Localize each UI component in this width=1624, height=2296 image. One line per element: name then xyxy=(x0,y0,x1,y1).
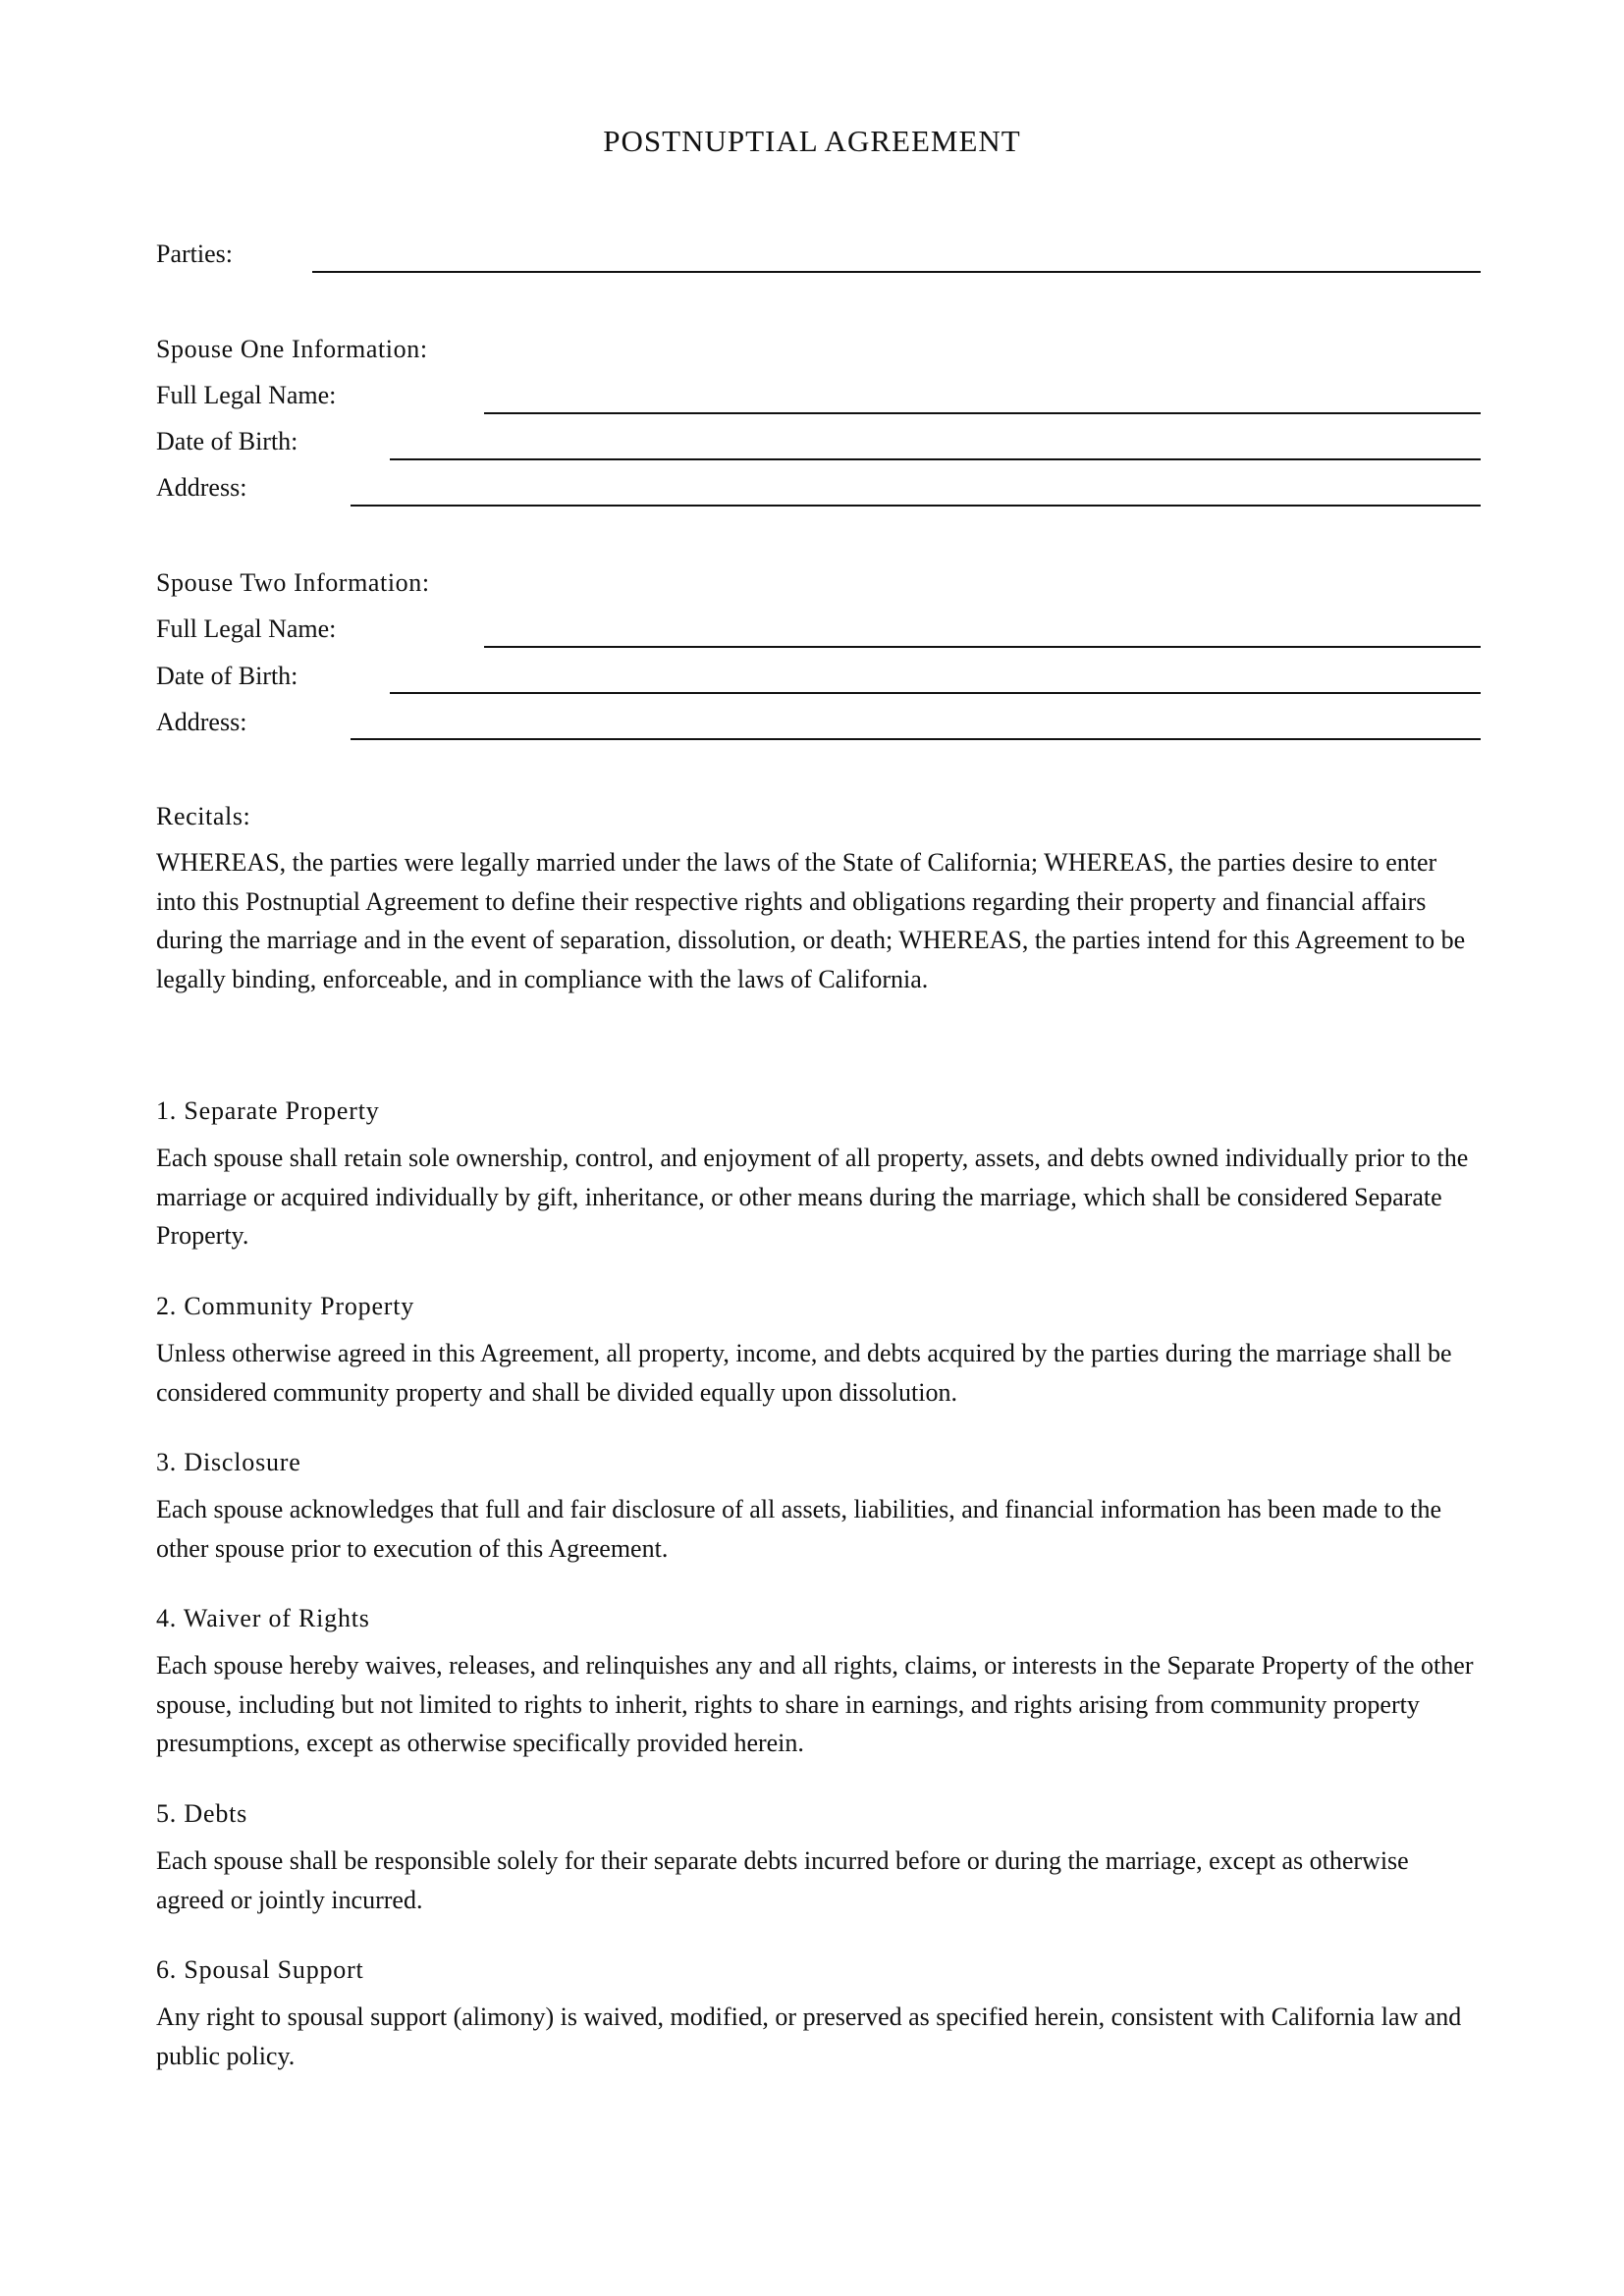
section-1-text: Each spouse shall retain sole ownership, control, and enjoyment of all property, assets, and debts owned individually prior to the marriage or acquired individually by gift, inheritance, or other means during the marriage, which shall be considered Separate Property. xyxy=(156,1144,1469,1251)
spouse-one-dob-field[interactable] xyxy=(390,458,1481,460)
section-4-heading: 4. Waiver of Rights xyxy=(156,1604,370,1632)
spouse-one-name-label: Full Legal Name: xyxy=(156,381,337,409)
spouse-two-heading: Spouse Two Information: xyxy=(156,568,430,597)
spouse-two-name-field[interactable] xyxy=(484,646,1481,648)
parties-label: Parties: xyxy=(156,240,233,268)
section-1-heading: 1. Separate Property xyxy=(156,1096,380,1125)
section-3-text: Each spouse acknowledges that full and fair disclosure of all assets, liabilities, and financial information has been made to the other spouse prior to execution of this Agreement. xyxy=(156,1495,1441,1563)
section-4-text: Each spouse hereby waives, releases, and relinquishes any and all rights, claims, or interests in the Separate Property of the other spouse, including but not limited to rights to inherit, rights to share in earnings, and rights arising from community property presumptions, except as otherwise specifically provided herein. xyxy=(156,1651,1474,1758)
spouse-two-address-label: Address: xyxy=(156,708,247,736)
spouse-one-address-field[interactable] xyxy=(351,505,1481,507)
parties-field[interactable] xyxy=(312,271,1481,273)
spouse-one-dob-label: Date of Birth: xyxy=(156,427,298,455)
section-2-heading: 2. Community Property xyxy=(156,1292,415,1320)
spouse-one-heading: Spouse One Information: xyxy=(156,335,428,363)
recitals-heading: Recitals: xyxy=(156,802,251,830)
section-2-text: Unless otherwise agreed in this Agreement, all property, income, and debts acquired by the parties during the marriage shall be considered community property and shall be divided equally upon dissolution. xyxy=(156,1339,1452,1407)
spouse-two-dob-field[interactable] xyxy=(390,692,1481,694)
recitals-text: WHEREAS, the parties were legally married under the laws of the State of California; WHEREAS, the parties desire to enter into this Postnuptial Agreement to define their respective rights and obligations regarding their property and financial affairs during the marriage and in the event of separation, dissolution, or death; WHEREAS, the parties intend for this Agreement to be legally binding, enforceable, and in compliance with the laws of California. xyxy=(156,848,1466,993)
section-5-text: Each spouse shall be responsible solely for their separate debts incurred before or during the marriage, except as otherwise agreed or jointly incurred. xyxy=(156,1846,1409,1914)
spouse-one-name-field[interactable] xyxy=(484,412,1481,414)
section-5-heading: 5. Debts xyxy=(156,1799,248,1828)
spouse-two-name-label: Full Legal Name: xyxy=(156,614,337,643)
spouse-one-address-label: Address: xyxy=(156,473,247,502)
section-6-heading: 6. Spousal Support xyxy=(156,1955,364,1984)
section-6-text: Any right to spousal support (alimony) is waived, modified, or preserved as specified herein, consistent with California law and public policy. xyxy=(156,2002,1462,2070)
spouse-two-dob-label: Date of Birth: xyxy=(156,662,298,690)
section-3-heading: 3. Disclosure xyxy=(156,1448,301,1476)
spouse-two-address-field[interactable] xyxy=(351,738,1481,740)
document-title: POSTNUPTIAL AGREEMENT xyxy=(603,124,1021,158)
